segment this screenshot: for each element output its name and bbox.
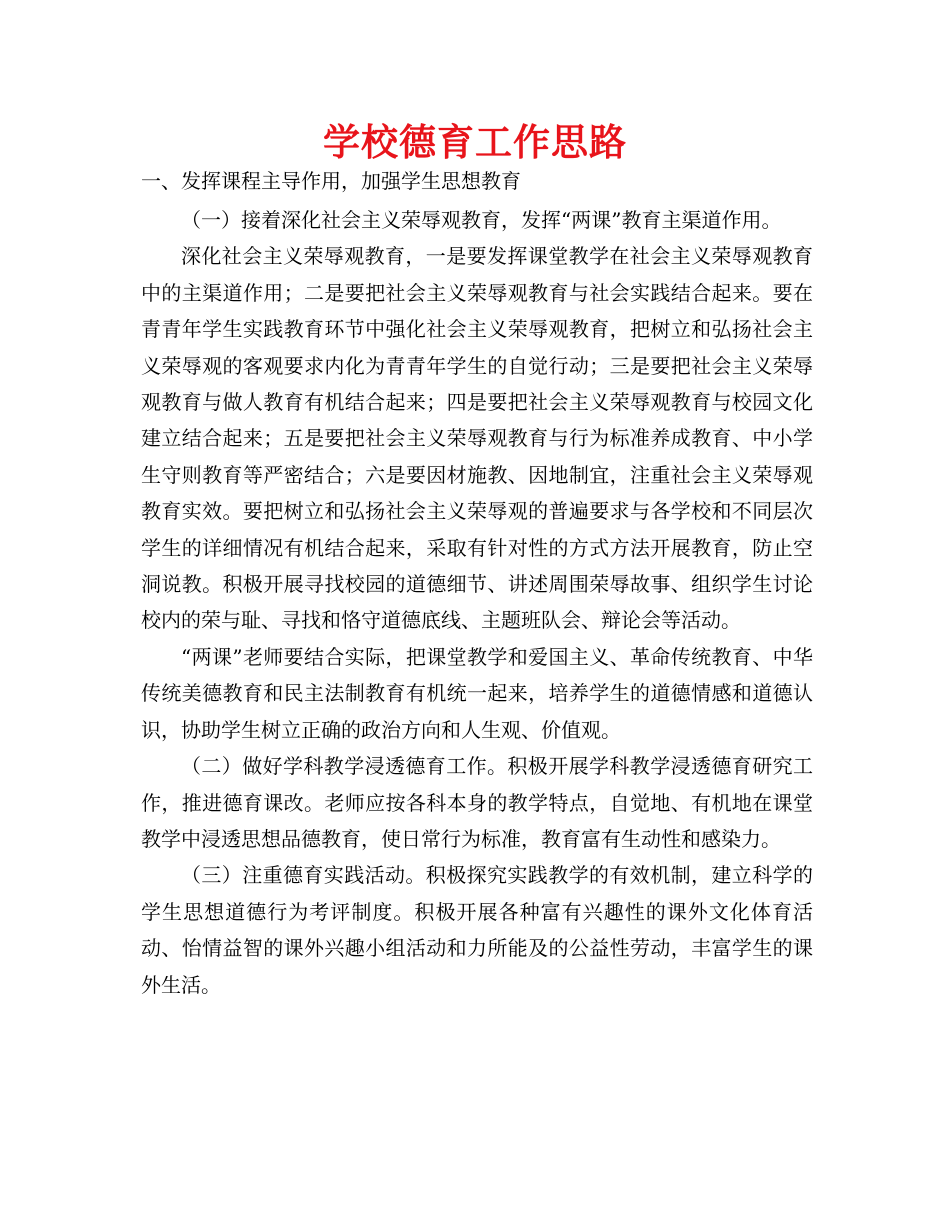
document-title: 学校德育工作思路 (323, 121, 627, 164)
paragraph-2: 深化社会主义荣辱观教育，一是要发挥课堂教学在社会主义荣辱观教育中的主渠道作用；二是要把社会主义荣辱观教育与社会实践结合起来。要在青青年学生实践教育环节中强化社会主义荣辱观教育，把树立和弘扬社会主义荣辱观的客观要求内化为青青年学生的自觉行动；三是要把社会主义荣辱观教育与做人教育有机结合起来；四是要把社会主义荣辱观教育与校园文化建立结合起来；五是要把社会主义荣辱观教育与行为标准养成教育、中小学生守则教育等严密结合；六是要因材施教、因地制宜，注重社会主义荣辱观教育实效。要把树立和弘扬社会主义荣辱观的普遍要求与各学校和不同层次学生的详细情况有机结合起来，采取有针对性的方式方法开展教育，防止空洞说教。积极开展寻找校园的道德细节、讲述周围荣辱故事、组织学生讨论校内的荣与耻、寻找和恪守道德底线、主题班队会、辩论会等活动。 (141, 244, 813, 633)
paragraph-4: （二）做好学科教学浸透德育工作。积极开展学科教学浸透德育研究工作，推进德育课改。老师应按各科本身的教学特点，自觉地、有机地在课堂教学中浸透思想品德教育，使日常行为标准，教育富有生动性和感染力。 (141, 754, 813, 851)
paragraph-5: （三）注重德育实践活动。积极探究实践教学的有效机制，建立科学的学生思想道德行为考评制度。积极开展各种富有兴趣性的课外文化体育活动、怡情益智的课外兴趣小组活动和力所能及的公益性劳动，丰富学生的课外生活。 (141, 863, 813, 997)
section-heading: 一、发挥课程主导作用，加强学生思想教育 (141, 169, 521, 193)
paragraph-1: （一）接着深化社会主义荣辱观教育，发挥“两课”教育主渠道作用。 (181, 208, 782, 232)
document-body (141, 202, 813, 1003)
paragraph-3: “两课”老师要结合实际，把课堂教学和爱国主义、革命传统教育、中华传统美德教育和民主法制教育有机统一起来，培养学生的道德情感和道德认识，协助学生树立正确的政治方向和人生观、价值观。 (141, 644, 813, 742)
